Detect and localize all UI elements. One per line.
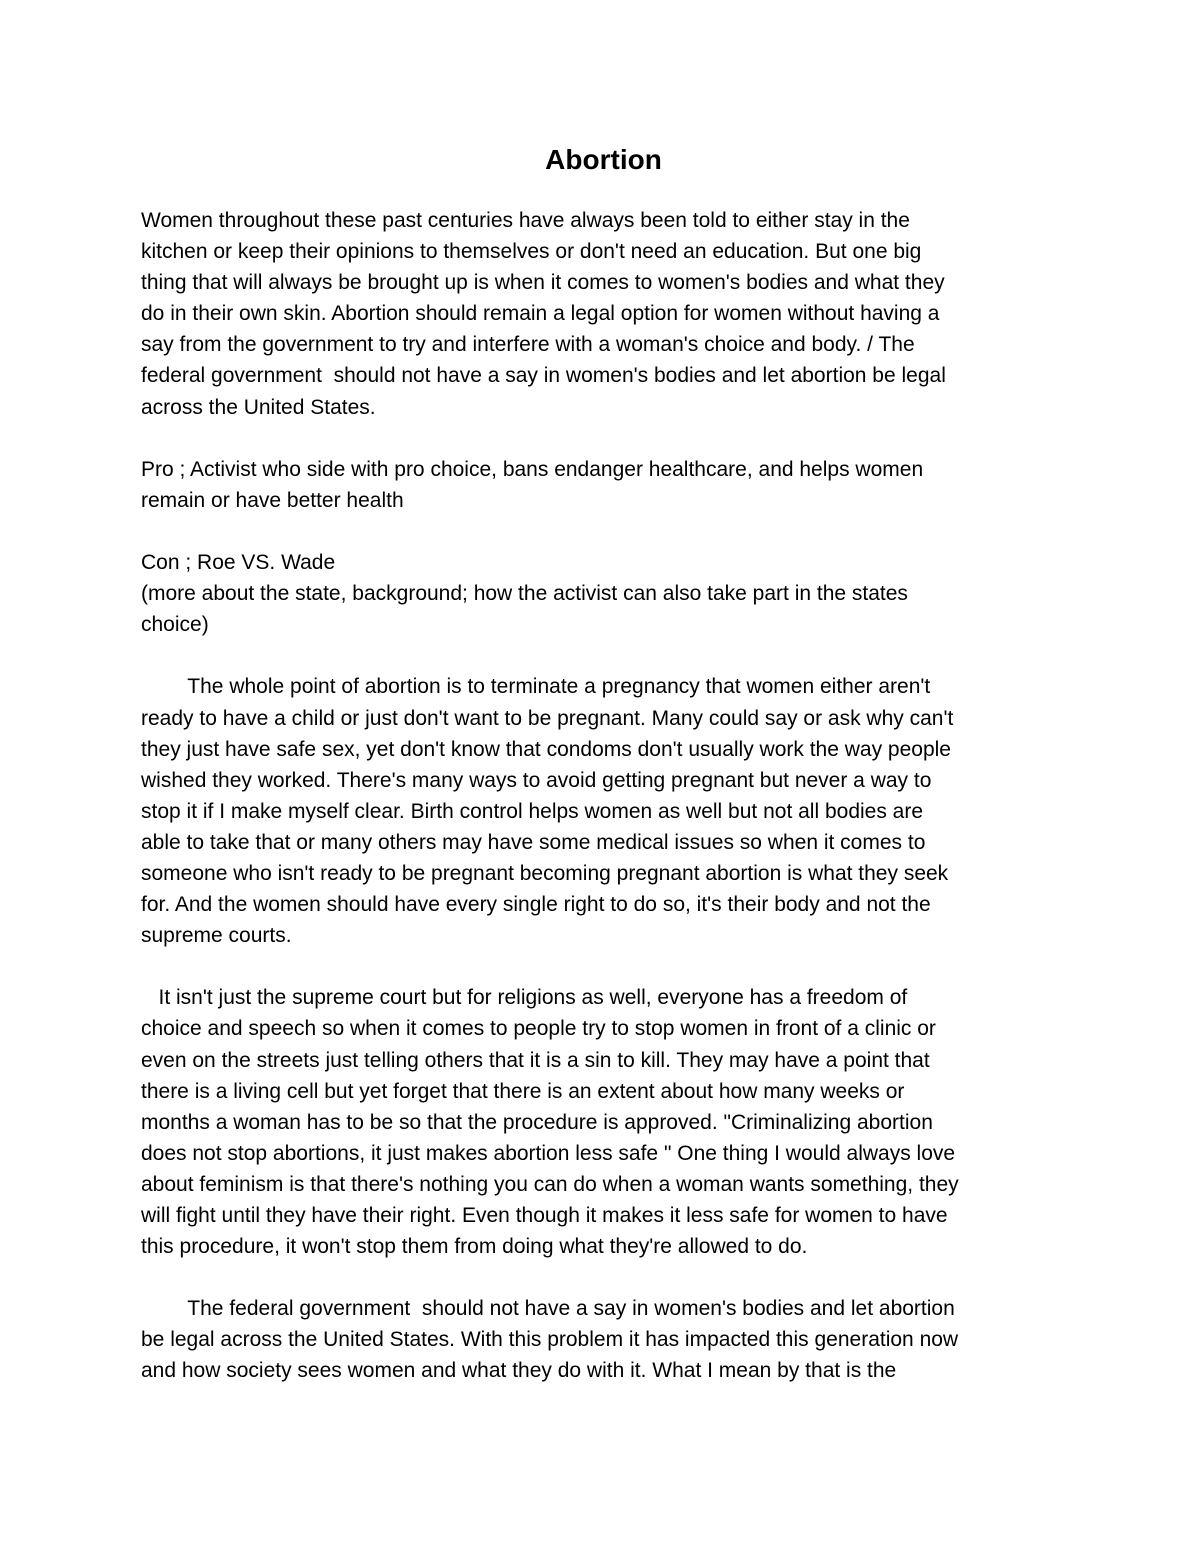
text-line: It isn't just the supreme court but for religions as well, everyone has a freedom of xyxy=(141,986,908,1010)
body-paragraph-2 xyxy=(141,982,1066,1262)
text-line: about feminism is that there's nothing you can do when a woman wants something, they xyxy=(141,1172,959,1196)
text-line: even on the streets just telling others that it is a sin to kill. They may have a point that xyxy=(141,1048,930,1072)
body-paragraph-3 xyxy=(141,1293,1066,1386)
text-line: they just have safe sex, yet don't know that condoms don't usually work the way people xyxy=(141,737,951,761)
text-line: does not stop abortions, it just makes abortion less safe " One thing I would always love xyxy=(141,1141,956,1165)
text-line: do in their own skin. Abortion should remain a legal option for women without having a xyxy=(141,302,940,326)
text-line: months a woman has to be so that the procedure is approved. "Criminalizing abortion xyxy=(141,1110,933,1134)
text-line: Women throughout these past centuries have always been told to either stay in the xyxy=(141,209,910,232)
text-line: The federal government should not have a say in women's bodies and let abortion xyxy=(141,1297,955,1321)
text-line: able to take that or many others may have some medical issues so when it comes to xyxy=(141,830,926,854)
text-line: remain or have better health xyxy=(141,488,404,512)
intro-paragraph xyxy=(141,205,1066,423)
text-line: federal government should not have a say in women's bodies and let abortion be legal xyxy=(141,364,946,388)
text-line: choice) xyxy=(141,613,209,637)
text-line: stop it if I make myself clear. Birth control helps women as well but not all bodies are xyxy=(141,799,924,823)
text-line: The whole point of abortion is to terminate a pregnancy that women either aren't xyxy=(141,675,931,699)
document-body xyxy=(141,140,1066,1418)
pro-paragraph xyxy=(141,454,1066,516)
document-title: Abortion xyxy=(545,144,662,175)
text-line: choice and speech so when it comes to people try to stop women in front of a clinic or xyxy=(141,1017,936,1041)
text-line: ready to have a child or just don't want to be pregnant. Many could say or ask why can't xyxy=(141,706,954,730)
text-line: Pro ; Activist who side with pro choice, bans endanger healthcare, and helps women xyxy=(141,457,924,481)
con-paragraph xyxy=(141,547,1066,640)
body-paragraph-1 xyxy=(141,671,1066,951)
text-line: across the United States. xyxy=(141,395,376,419)
text-line: there is a living cell but yet forget that there is an extent about how many weeks or xyxy=(141,1079,905,1103)
text-line: kitchen or keep their opinions to themselves or don't need an education. But one big xyxy=(141,240,922,264)
text-line: for. And the women should have every single right to do so, it's their body and not the xyxy=(141,893,931,917)
text-line: thing that will always be brought up is when it comes to women's bodies and what they xyxy=(141,271,945,295)
text-line: (more about the state, background; how the activist can also take part in the states xyxy=(141,582,908,606)
text-line: someone who isn't ready to be pregnant becoming pregnant abortion is what they seek xyxy=(141,861,949,885)
text-line: supreme courts. xyxy=(141,924,292,948)
text-line: this procedure, it won't stop them from doing what they're allowed to do. xyxy=(141,1235,808,1259)
text-line: Con ; Roe VS. Wade xyxy=(141,551,336,575)
text-line: and how society sees women and what they do with it. What I mean by that is the xyxy=(141,1359,897,1383)
text-line: wished they worked. There's many ways to avoid getting pregnant but never a way to xyxy=(141,768,932,792)
text-line: be legal across the United States. With this problem it has impacted this generation now xyxy=(141,1328,959,1352)
text-line: will fight until they have their right. Even though it makes it less safe for women to have xyxy=(141,1204,948,1227)
text-line: say from the government to try and interfere with a woman's choice and body. / The xyxy=(141,333,915,357)
